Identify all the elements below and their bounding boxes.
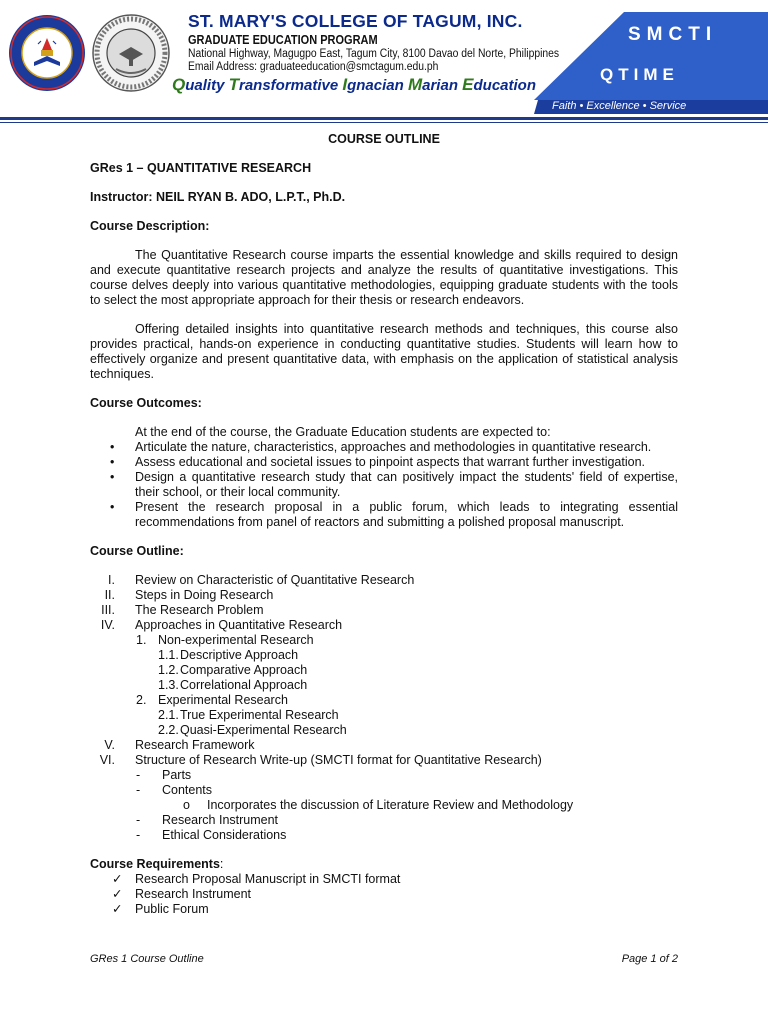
outline-marker: 1.2. xyxy=(158,663,179,677)
requirements-heading xyxy=(90,857,678,872)
outline-item xyxy=(90,783,678,798)
outline-text: Approaches in Quantitative Research xyxy=(135,618,343,632)
banner-qtime: QTIME xyxy=(600,65,679,84)
outline-marker: III. xyxy=(101,603,115,617)
outline-text: The Research Problem xyxy=(135,603,264,617)
outline-list xyxy=(90,573,678,843)
outline-marker: 2.2. xyxy=(158,723,179,737)
outline-marker: II. xyxy=(104,588,115,602)
outline-item xyxy=(90,723,678,738)
description-heading: Course Description: xyxy=(90,219,210,233)
tagline-word: gnacian xyxy=(347,77,408,94)
outcome-item: • Articulate the nature, characteristics, approaches and methodologies in quantitative research. xyxy=(90,440,678,455)
outline-marker: - xyxy=(136,813,141,827)
outline-item xyxy=(90,648,678,663)
outline-text: Incorporates the discussion of Literature Review and Methodology xyxy=(207,798,574,812)
outline-marker: o xyxy=(183,798,190,812)
outline-text: Structure of Research Write-up (SMCTI format for Quantitative Research) xyxy=(135,753,542,767)
tagline-cap: I xyxy=(342,75,348,94)
outline-marker: 1.3. xyxy=(158,678,179,692)
outline-item xyxy=(90,573,678,588)
instructor: Instructor: NEIL RYAN B. ADO, L.P.T., Ph.D. xyxy=(90,190,346,204)
outline-marker: - xyxy=(136,783,141,797)
outline-item xyxy=(90,693,678,708)
graduate-school-seal-logo xyxy=(92,14,170,92)
outline-item xyxy=(90,678,678,693)
tagline-cap: M xyxy=(407,75,423,94)
tagline-word: ransformative xyxy=(238,77,343,94)
outline-text: Experimental Research xyxy=(158,693,288,707)
program-name: GRADUATE EDUCATION PROGRAM xyxy=(188,33,378,47)
outline-text: Research Instrument xyxy=(162,813,279,827)
outline-item xyxy=(90,813,678,828)
outline-marker: IV. xyxy=(100,618,115,632)
outline-text: Ethical Considerations xyxy=(162,828,287,842)
outline-marker: VI. xyxy=(99,753,115,767)
requirements-heading-colon: : xyxy=(219,857,224,871)
outline-item xyxy=(90,663,678,678)
outline-item xyxy=(90,798,678,813)
description-paragraph: The Quantitative Research course imparts the essential knowledge and skills required to design and execute quantitative research projects and analyze the results of quantitative investigations. This course delves deeply into various quantitative methodologies, equipping graduate students with the tools to select the most appropriate approach for their thesis or research endeavors. xyxy=(90,248,678,307)
outline-marker: V. xyxy=(104,738,115,752)
outline-text: Contents xyxy=(162,783,213,797)
outline-item xyxy=(90,708,678,723)
outline-text: Parts xyxy=(162,768,192,782)
outline-text: Quasi-Experimental Research xyxy=(180,723,347,737)
school-address: National Highway, Magugpo East, Tagum City, 8100 Davao del Norte, Philippines xyxy=(188,48,560,60)
outcome-item: • Design a quantitative research study that can positively impact the students' field of expertise, their school, or their local community. xyxy=(90,470,678,500)
tagline-cap: T xyxy=(228,75,239,94)
outcomes-list xyxy=(90,440,678,530)
outline-text: True Experimental Research xyxy=(180,708,339,722)
outcomes-intro: At the end of the course, the Graduate Education students are expected to: xyxy=(135,425,551,439)
tagline-word: arian xyxy=(422,77,463,94)
banner-motto: Faith • Excellence • Service xyxy=(552,100,687,112)
requirements-list xyxy=(90,872,678,917)
letterhead xyxy=(0,0,768,118)
school-email: Email Address: graduateeducation@smctagum.edu.ph xyxy=(188,61,439,73)
outline-marker: 1.1. xyxy=(158,648,179,662)
outline-text: Comparative Approach xyxy=(180,663,308,677)
outline-marker: I. xyxy=(108,573,115,587)
outline-marker: 1. xyxy=(136,633,147,647)
banner-smcti: SMCTI xyxy=(628,24,718,45)
outline-item xyxy=(90,603,678,618)
footer-course: GRes 1 Course Outline xyxy=(90,953,204,965)
outline-heading: Course Outline: xyxy=(90,544,184,558)
tagline xyxy=(172,75,536,95)
outline-item xyxy=(90,633,678,648)
tagline-word: ducation xyxy=(473,77,536,94)
outline-text: Research Framework xyxy=(135,738,255,752)
outline-text: Non-experimental Research xyxy=(158,633,314,647)
header-divider xyxy=(0,117,768,120)
outline-text: Descriptive Approach xyxy=(180,648,299,662)
footer-page-number: Page 1 of 2 xyxy=(621,953,678,965)
requirement-item: ✓ Research Proposal Manuscript in SMCTI format xyxy=(90,872,678,887)
outline-marker: 2.1. xyxy=(158,708,179,722)
description-paragraph: Offering detailed insights into quantitative research methods and techniques, this course also provides practical, hands-on experience in conducting quantitative studies. Students will learn how to effectively organize and present quantitative data, with emphasis on the application of statistical analysis techniques. xyxy=(90,322,678,381)
course-title: GRes 1 – QUANTITATIVE RESEARCH xyxy=(90,161,312,175)
document-title: COURSE OUTLINE xyxy=(328,132,440,146)
outline-marker: - xyxy=(136,828,141,842)
tagline-cap: Q xyxy=(172,75,186,94)
tagline-cap: E xyxy=(462,75,474,94)
outline-text: Steps in Doing Research xyxy=(135,588,274,602)
outcome-item: • Assess educational and societal issues to pinpoint aspects that warrant further investigation. xyxy=(90,455,678,470)
outline-item xyxy=(90,828,678,843)
college-seal-logo xyxy=(8,14,86,92)
outline-item xyxy=(90,753,678,768)
outline-item xyxy=(90,768,678,783)
outcomes-heading: Course Outcomes: xyxy=(90,396,202,410)
tagline-word: uality xyxy=(185,77,229,94)
outline-item xyxy=(90,588,678,603)
document-body xyxy=(90,132,678,917)
outcome-item: • Present the research proposal in a public forum, which leads to integrating essential recommendations from panel of reactors and submitting a polished proposal manuscript. xyxy=(90,500,678,530)
outline-text: Correlational Approach xyxy=(180,678,308,692)
outline-text: Review on Characteristic of Quantitative Research xyxy=(135,573,415,587)
header-divider-thin xyxy=(0,122,768,123)
outline-marker: - xyxy=(136,768,141,782)
outline-marker: 2. xyxy=(136,693,147,707)
requirement-item: ✓ Public Forum xyxy=(90,902,678,917)
requirements-heading-text: Course Requirements xyxy=(90,857,220,871)
requirement-item: ✓ Research Instrument xyxy=(90,887,678,902)
school-name: ST. MARY'S COLLEGE OF TAGUM, INC. xyxy=(188,11,523,31)
outline-item xyxy=(90,618,678,633)
outline-item xyxy=(90,738,678,753)
